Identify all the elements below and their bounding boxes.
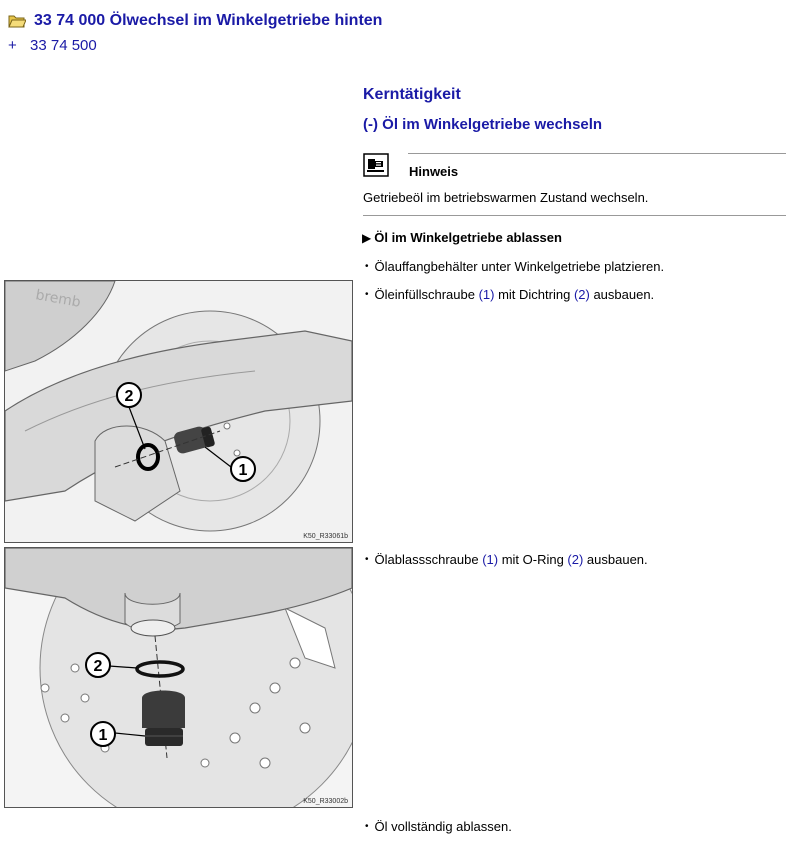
bullet-icon: •: [365, 261, 369, 272]
step-text: Ölablassschraube: [374, 552, 483, 567]
bullet-icon: •: [365, 821, 369, 832]
task-heading: (-) Öl im Winkelgetriebe wechseln: [363, 116, 603, 133]
document-title[interactable]: 33 74 000 Ölwechsel im Winkelgetriebe hinten: [34, 12, 383, 29]
figure-ref-2[interactable]: (2): [573, 287, 590, 302]
figure-code: K50_R33061b: [303, 533, 348, 540]
document-title-row: [8, 10, 382, 32]
note-icon: [363, 153, 389, 177]
step-text: ausbauen.: [589, 287, 655, 302]
figure-ref-2[interactable]: (2): [567, 552, 584, 567]
note-divider-top: [408, 153, 786, 154]
section-heading: Kerntätigkeit: [363, 86, 461, 103]
figure-code: K50_R33002b: [303, 798, 348, 805]
triangle-right-icon: ▶: [362, 230, 372, 245]
callout-2-label: 2: [124, 388, 134, 405]
related-link[interactable]: 33 74 500: [30, 37, 97, 54]
note-divider-bottom: [363, 215, 786, 216]
step-text: Öleinfüllschraube: [374, 287, 479, 302]
svg-text:bremb: bremb: [34, 287, 82, 311]
bullet-icon: •: [365, 289, 369, 300]
filler-screw-illustration: [5, 281, 352, 542]
drain-screw-illustration: [5, 548, 352, 807]
folder-open-icon: [8, 14, 26, 28]
note-title: Hinweis: [409, 164, 459, 179]
step-text: mit Dichtring: [494, 287, 574, 302]
figure-drain-screw: [4, 547, 353, 808]
figure-ref-1[interactable]: (1): [478, 287, 495, 302]
procedure-title: Öl im Winkelgetriebe ablassen: [374, 230, 562, 245]
callout-1-label: 1: [238, 462, 248, 479]
step-text: Öl vollständig ablassen.: [374, 819, 512, 834]
expand-icon[interactable]: +: [8, 37, 17, 54]
step-item: [365, 287, 654, 302]
step-item: [365, 819, 512, 834]
step-text: mit O-Ring: [498, 552, 568, 567]
procedure-heading: [362, 230, 562, 245]
step-text: Ölauffangbehälter unter Winkelgetriebe platzieren.: [374, 259, 665, 274]
step-item: [365, 259, 664, 274]
related-link-row: [8, 37, 97, 54]
figure-ref-1[interactable]: (1): [482, 552, 499, 567]
figure-filler-screw: [4, 280, 353, 543]
step-item: [365, 552, 648, 567]
note-text: Getriebeöl im betriebswarmen Zustand wechseln.: [363, 190, 649, 205]
callout-2-label: 2: [93, 658, 103, 675]
step-text: ausbauen.: [583, 552, 648, 567]
callout-1-label: 1: [98, 727, 108, 744]
bullet-icon: •: [365, 554, 369, 565]
